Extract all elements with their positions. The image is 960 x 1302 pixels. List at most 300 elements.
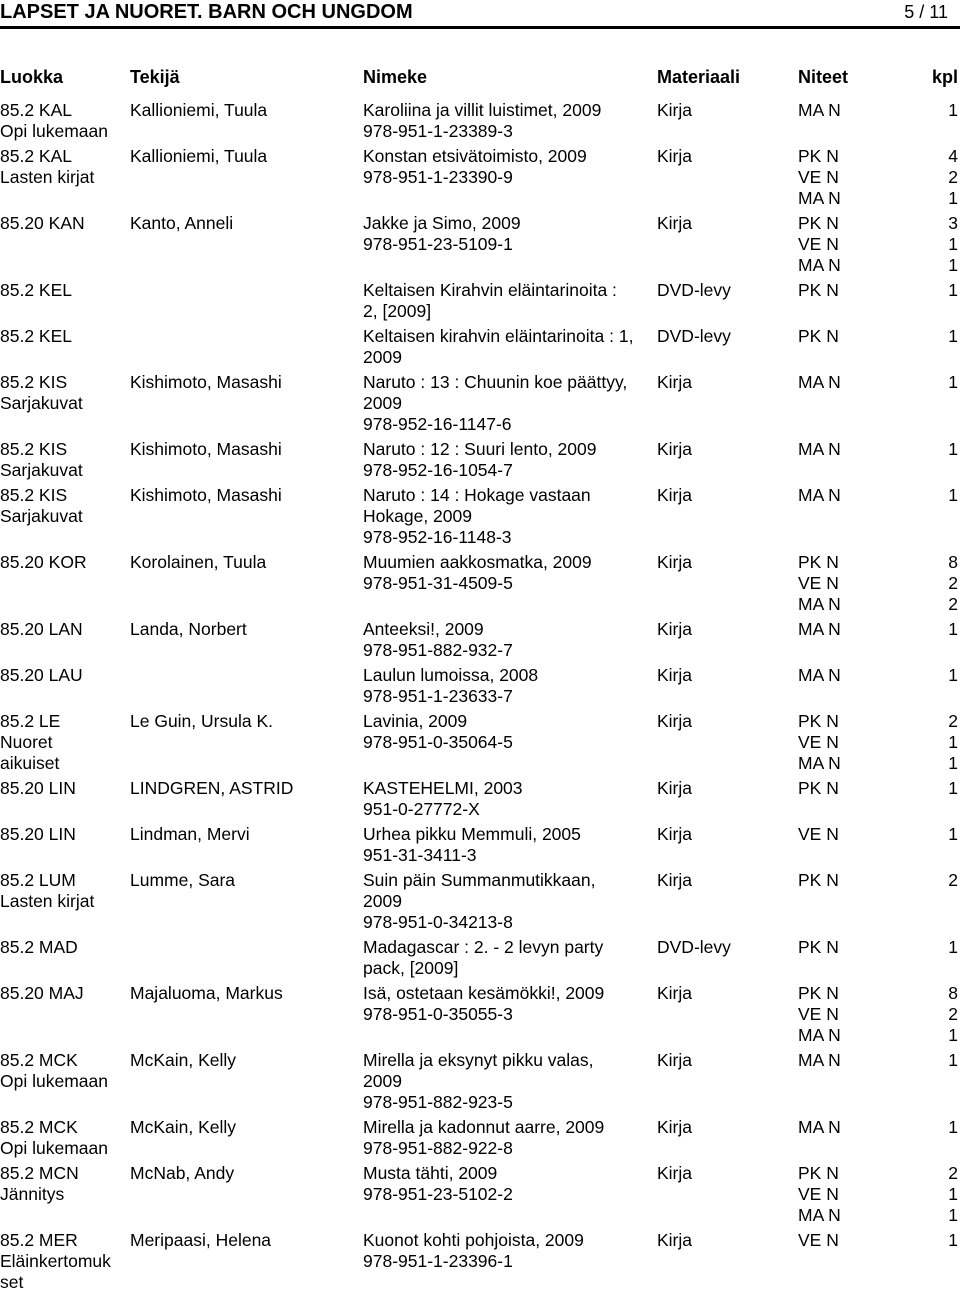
catalog-entry [0,1163,960,1226]
entry-material [657,100,797,121]
entry-material [657,870,797,891]
entry-copies-location [798,372,908,393]
entry-class-line: 85.2 MCK [0,1117,78,1137]
entry-title-line: 978-951-882-932-7 [363,640,513,660]
entry-title-line: 951-31-3411-3 [363,845,477,865]
entry-material [657,485,797,506]
entry-copies-count [918,665,958,686]
entry-copies-count-line: 1 [948,255,958,275]
entry-copies-location-line: MA N [798,1025,841,1045]
entry-material-line: Kirja [657,824,693,844]
catalog-entry [0,619,960,661]
entry-copies-count-line: 2 [948,870,958,890]
entry-class-line: 85.20 LAN [0,619,83,639]
entry-title-line: Naruto : 13 : Chuunin koe päättyy, [363,372,628,392]
entry-copies-location-line: MA N [798,439,841,459]
entry-class [0,1117,128,1159]
entry-author [130,1230,360,1251]
entry-material [657,552,797,573]
entry-class-line: Opi lukemaan [0,121,108,141]
entry-material-line: DVD-levy [657,937,731,957]
entry-author-line: Majaluoma, Markus [130,983,283,1003]
entry-copies-location-line: PK N [798,280,839,300]
entry-author [130,100,360,121]
entry-material [657,711,797,732]
entry-material-line: Kirja [657,485,693,505]
entry-copies-location [798,439,908,460]
entry-title-line: Suin päin Summanmutikkaan, [363,870,596,890]
entry-author [130,711,360,732]
entry-copies-count-line: 1 [948,372,958,392]
entry-copies-location-line: MA N [798,1117,841,1137]
column-header-tekija: Tekijä [130,67,180,87]
entry-material [657,326,797,347]
entry-title-line: Anteeksi!, 2009 [363,619,484,639]
entry-copies-location-line: PK N [798,1163,839,1183]
entry-author-line: Meripaasi, Helena [130,1230,272,1250]
catalog-list [0,100,960,1297]
entry-copies-location [798,983,908,1046]
entry-title-line: 978-951-0-35064-5 [363,732,513,752]
page-header [0,0,960,24]
entry-copies-location-line: VE N [798,824,839,844]
entry-copies-location-line: MA N [798,372,841,392]
entry-copies-location [798,485,908,506]
entry-class [0,778,128,799]
entry-material-line: DVD-levy [657,280,731,300]
entry-author [130,983,360,1004]
entry-title-line: Hokage, 2009 [363,506,472,526]
entry-title-line: 951-0-27772-X [363,799,480,819]
entry-title [363,1050,655,1113]
entry-title-line: pack, [2009] [363,958,459,978]
entry-class [0,146,128,188]
entry-copies-count-line: 1 [948,1050,958,1070]
entry-class-line: aikuiset [0,753,60,773]
entry-title-line: 978-951-23-5109-1 [363,234,513,254]
entry-author-line: McKain, Kelly [130,1117,237,1137]
entry-copies-count [918,1163,958,1226]
entry-copies-count [918,326,958,347]
entry-title-line: Konstan etsivätoimisto, 2009 [363,146,587,166]
entry-copies-location-line: VE N [798,167,839,187]
entry-class [0,439,128,481]
entry-title-line: Karoliina ja villit luistimet, 2009 [363,100,602,120]
entry-author [130,372,360,393]
entry-copies-location-line: PK N [798,711,839,731]
entry-copies-location [798,824,908,845]
entry-author [130,824,360,845]
column-header-nimeke: Nimeke [363,67,428,87]
entry-copies-count [918,1117,958,1138]
entry-copies-location [798,1163,908,1226]
entry-title-line: 2009 [363,347,402,367]
entry-copies-count-line: 2 [948,594,958,614]
column-header-kpl: kpl [931,67,958,87]
entry-title-line: 978-951-1-23389-3 [363,121,513,141]
entry-class [0,937,128,958]
catalog-entry [0,824,960,866]
entry-copies-count-line: 1 [948,753,958,773]
entry-copies-count-line: 1 [948,732,958,752]
entry-copies-count [918,100,958,121]
entry-title [363,937,655,979]
entry-author [130,439,360,460]
entry-copies-location [798,552,908,615]
entry-copies-count-line: 2 [948,711,958,731]
entry-title-line: 978-952-16-1147-6 [363,414,512,434]
entry-copies-location-line: MA N [798,100,841,120]
entry-author [130,778,360,799]
entry-class-line: Sarjakuvat [0,460,83,480]
entry-author [130,1117,360,1138]
document-title: LAPSET JA NUORET. BARN OCH UNGDOM [0,1,413,23]
catalog-entry [0,983,960,1046]
entry-copies-location-line: VE N [798,1184,839,1204]
entry-author-line: Lindman, Mervi [130,824,250,844]
entry-title-line: Lavinia, 2009 [363,711,468,731]
header-divider [0,26,960,29]
entry-material [657,983,797,1004]
entry-title-line: KASTEHELMI, 2003 [363,778,523,798]
entry-class-line: 85.2 KEL [0,280,72,300]
entry-title-line: 2, [2009] [363,301,432,321]
entry-copies-location [798,619,908,640]
entry-copies-location-line: PK N [798,552,839,572]
entry-title-line: 2009 [363,393,402,413]
entry-copies-location [798,778,908,799]
entry-copies-count [918,1230,958,1251]
catalog-entry [0,146,960,209]
entry-title [363,485,655,548]
entry-title-line: Keltaisen Kirahvin eläintarinoita : [363,280,617,300]
entry-copies-count [918,937,958,958]
entry-copies-location [798,1117,908,1138]
entry-material-line: Kirja [657,870,693,890]
entry-author [130,146,360,167]
entry-title [363,824,655,866]
entry-author-line: McNab, Andy [130,1163,235,1183]
entry-class [0,100,128,142]
entry-title-line: Laulun lumoissa, 2008 [363,665,539,685]
entry-author-line: Korolainen, Tuula [130,552,267,572]
entry-copies-location [798,213,908,276]
entry-class [0,552,128,573]
entry-copies-count-line: 2 [948,1163,958,1183]
entry-class [0,824,128,845]
entry-title [363,1117,655,1159]
catalog-entry [0,552,960,615]
entry-title [363,100,655,142]
entry-copies-location-line: MA N [798,1050,841,1070]
catalog-entry [0,665,960,707]
entry-class [0,372,128,414]
entry-copies-count-line: 1 [948,280,958,300]
entry-class-line: 85.2 KIS [0,372,68,392]
entry-copies-count [918,983,958,1046]
entry-material-line: Kirja [657,372,693,392]
entry-copies-location-line: MA N [798,188,841,208]
entry-copies-count-line: 2 [948,167,958,187]
entry-class [0,1163,128,1205]
entry-material-line: Kirja [657,1050,693,1070]
entry-copies-location [798,100,908,121]
entry-title-line: 978-951-0-34213-8 [363,912,513,932]
entry-class-line: 85.20 MAJ [0,983,84,1003]
entry-copies-count-line: 1 [948,1205,958,1225]
column-headers [0,67,960,89]
entry-class-line: Lasten kirjat [0,167,95,187]
entry-material [657,372,797,393]
column-header-luokka: Luokka [0,67,64,87]
entry-class [0,619,128,640]
catalog-entry [0,1117,960,1159]
catalog-entry [0,1050,960,1113]
entry-author [130,213,360,234]
entry-title [363,326,655,368]
entry-class [0,870,128,912]
entry-copies-location-line: PK N [798,213,839,233]
entry-class-line: 85.2 MCK [0,1050,78,1070]
entry-title [363,1163,655,1205]
entry-author [130,1163,360,1184]
entry-class [0,485,128,527]
entry-class-line: 85.20 LAU [0,665,83,685]
entry-material-line: Kirja [657,711,693,731]
entry-title-line: 978-951-31-4509-5 [363,573,513,593]
entry-author-line: Lumme, Sara [130,870,236,890]
entry-copies-count-line: 1 [948,100,958,120]
entry-copies-location [798,870,908,891]
entry-copies-count-line: 1 [948,1230,958,1250]
entry-title [363,1230,655,1272]
entry-title-line: Keltaisen kirahvin eläintarinoita : 1, [363,326,634,346]
entry-copies-count-line: 1 [948,1025,958,1045]
entry-material [657,213,797,234]
entry-title [363,983,655,1025]
entry-copies-count [918,552,958,615]
entry-material-line: Kirja [657,1230,693,1250]
entry-title-line: Mirella ja kadonnut aarre, 2009 [363,1117,605,1137]
entry-class-line: Opi lukemaan [0,1071,108,1091]
entry-author [130,485,360,506]
entry-copies-count [918,711,958,774]
entry-class-line: Nuoret [0,732,53,752]
entry-class-line: 85.2 KAL [0,100,72,120]
entry-author-line: Kanto, Anneli [130,213,234,233]
entry-title [363,711,655,753]
entry-material-line: Kirja [657,146,693,166]
entry-title-line: 978-951-1-23396-1 [363,1251,513,1271]
entry-author-line: Kallioniemi, Tuula [130,100,268,120]
entry-copies-count [918,1050,958,1071]
entry-copies-location-line: VE N [798,1230,839,1250]
entry-copies-count-line: 1 [948,326,958,346]
catalog-entry [0,439,960,481]
entry-copies-location-line: PK N [798,983,839,1003]
entry-title-line: Urhea pikku Memmuli, 2005 [363,824,581,844]
entry-copies-count [918,619,958,640]
entry-title-line: 978-952-16-1054-7 [363,460,513,480]
entry-class-line: 85.2 LUM [0,870,76,890]
catalog-entry [0,485,960,548]
entry-copies-count-line: 1 [948,937,958,957]
entry-title-line: Isä, ostetaan kesämökki!, 2009 [363,983,605,1003]
entry-copies-count [918,439,958,460]
entry-material [657,1117,797,1138]
entry-material-line: Kirja [657,1117,693,1137]
entry-material [657,439,797,460]
catalog-entry [0,870,960,933]
entry-class-line: 85.20 LIN [0,778,76,798]
entry-title-line: 978-951-1-23390-9 [363,167,513,187]
entry-title-line: Naruto : 12 : Suuri lento, 2009 [363,439,597,459]
entry-copies-location-line: PK N [798,326,839,346]
entry-material [657,1230,797,1251]
entry-material [657,619,797,640]
entry-material [657,778,797,799]
entry-author [130,870,360,891]
entry-title-line: Jakke ja Simo, 2009 [363,213,521,233]
entry-title-line: 978-951-882-922-8 [363,1138,513,1158]
entry-material [657,937,797,958]
entry-copies-count-line: 1 [948,778,958,798]
entry-title [363,870,655,933]
entry-copies-location [798,711,908,774]
entry-class-line: 85.2 MER [0,1230,78,1250]
entry-material-line: Kirja [657,100,693,120]
catalog-entry [0,937,960,979]
entry-material-line: Kirja [657,439,693,459]
entry-copies-count-line: 1 [948,619,958,639]
entry-class-line: 85.2 KIS [0,439,68,459]
entry-title-line: 2009 [363,891,402,911]
entry-title [363,439,655,481]
entry-copies-count-line: 1 [948,1117,958,1137]
entry-copies-location [798,326,908,347]
catalog-entry [0,213,960,276]
entry-copies-count-line: 8 [948,552,958,572]
entry-title-line: 978-951-1-23633-7 [363,686,513,706]
entry-class [0,711,128,774]
entry-class-line: 85.20 KOR [0,552,87,572]
entry-title-line: Muumien aakkosmatka, 2009 [363,552,592,572]
entry-class-line: 85.2 MAD [0,937,78,957]
entry-title [363,552,655,594]
entry-copies-count-line: 1 [948,439,958,459]
entry-copies-count-line: 3 [948,213,958,233]
entry-class-line: 85.2 LE [0,711,61,731]
entry-material [657,1050,797,1071]
entry-copies-location-line: MA N [798,594,841,614]
entry-copies-location-line: MA N [798,255,841,275]
entry-author-line: Kishimoto, Masashi [130,485,282,505]
entry-author-line: Kishimoto, Masashi [130,439,282,459]
entry-copies-location-line: VE N [798,732,839,752]
entry-class-line: 85.2 KEL [0,326,72,346]
catalog-entry [0,778,960,820]
entry-copies-count [918,824,958,845]
entry-copies-location-line: PK N [798,870,839,890]
entry-class [0,1230,128,1293]
entry-copies-location [798,146,908,209]
entry-copies-count-line: 1 [948,1184,958,1204]
entry-title-line: 978-951-882-923-5 [363,1092,513,1112]
entry-title-line: 978-951-0-35055-3 [363,1004,513,1024]
entry-author-line: Landa, Norbert [130,619,247,639]
entry-material-line: Kirja [657,213,693,233]
catalog-entry [0,711,960,774]
entry-copies-location-line: PK N [798,146,839,166]
page-number: 5 / 11 [904,2,948,22]
entry-title-line: Musta tähti, 2009 [363,1163,498,1183]
entry-title-line: 2009 [363,1071,402,1091]
entry-copies-location [798,1050,908,1071]
entry-class-line: Jännitys [0,1184,65,1204]
entry-copies-count-line: 2 [948,573,958,593]
entry-copies-location-line: MA N [798,619,841,639]
entry-copies-location-line: PK N [798,778,839,798]
catalog-entry [0,1230,960,1293]
entry-copies-count-line: 1 [948,824,958,844]
entry-class [0,213,128,234]
entry-copies-count-line: 1 [948,485,958,505]
entry-title [363,665,655,707]
entry-class-line: Lasten kirjat [0,891,95,911]
entry-copies-count [918,870,958,891]
entry-copies-count-line: 2 [948,1004,958,1024]
entry-material [657,824,797,845]
entry-author-line: LINDGREN, ASTRID [130,778,294,798]
entry-material [657,665,797,686]
entry-class [0,983,128,1004]
entry-copies-count [918,146,958,209]
entry-title [363,213,655,255]
entry-title-line: Mirella ja eksynyt pikku valas, [363,1050,594,1070]
entry-class [0,326,128,347]
entry-class [0,1050,128,1092]
entry-copies-count [918,213,958,276]
entry-copies-location-line: MA N [798,753,841,773]
entry-title [363,619,655,661]
entry-copies-location-line: PK N [798,937,839,957]
entry-author [130,552,360,573]
entry-title [363,146,655,188]
entry-copies-location [798,1230,908,1251]
entry-material-line: DVD-levy [657,326,731,346]
entry-class-line: 85.20 LIN [0,824,76,844]
entry-title-line: 978-951-23-5102-2 [363,1184,513,1204]
entry-copies-count [918,372,958,393]
entry-copies-count-line: 1 [948,188,958,208]
column-header-materiaali: Materiaali [657,67,741,87]
entry-copies-count-line: 8 [948,983,958,1003]
entry-copies-count [918,280,958,301]
entry-copies-count [918,778,958,799]
entry-author-line: Le Guin, Ursula K. [130,711,273,731]
entry-material-line: Kirja [657,1163,693,1183]
entry-material-line: Kirja [657,778,693,798]
entry-title-line: Madagascar : 2. - 2 levyn party [363,937,604,957]
entry-material [657,280,797,301]
entry-class-line: 85.20 KAN [0,213,85,233]
entry-material [657,1163,797,1184]
entry-author-line: Kallioniemi, Tuula [130,146,268,166]
entry-copies-location-line: MA N [798,485,841,505]
entry-copies-location-line: VE N [798,234,839,254]
entry-copies-count-line: 4 [948,146,958,166]
entry-title-line: Naruto : 14 : Hokage vastaan [363,485,591,505]
